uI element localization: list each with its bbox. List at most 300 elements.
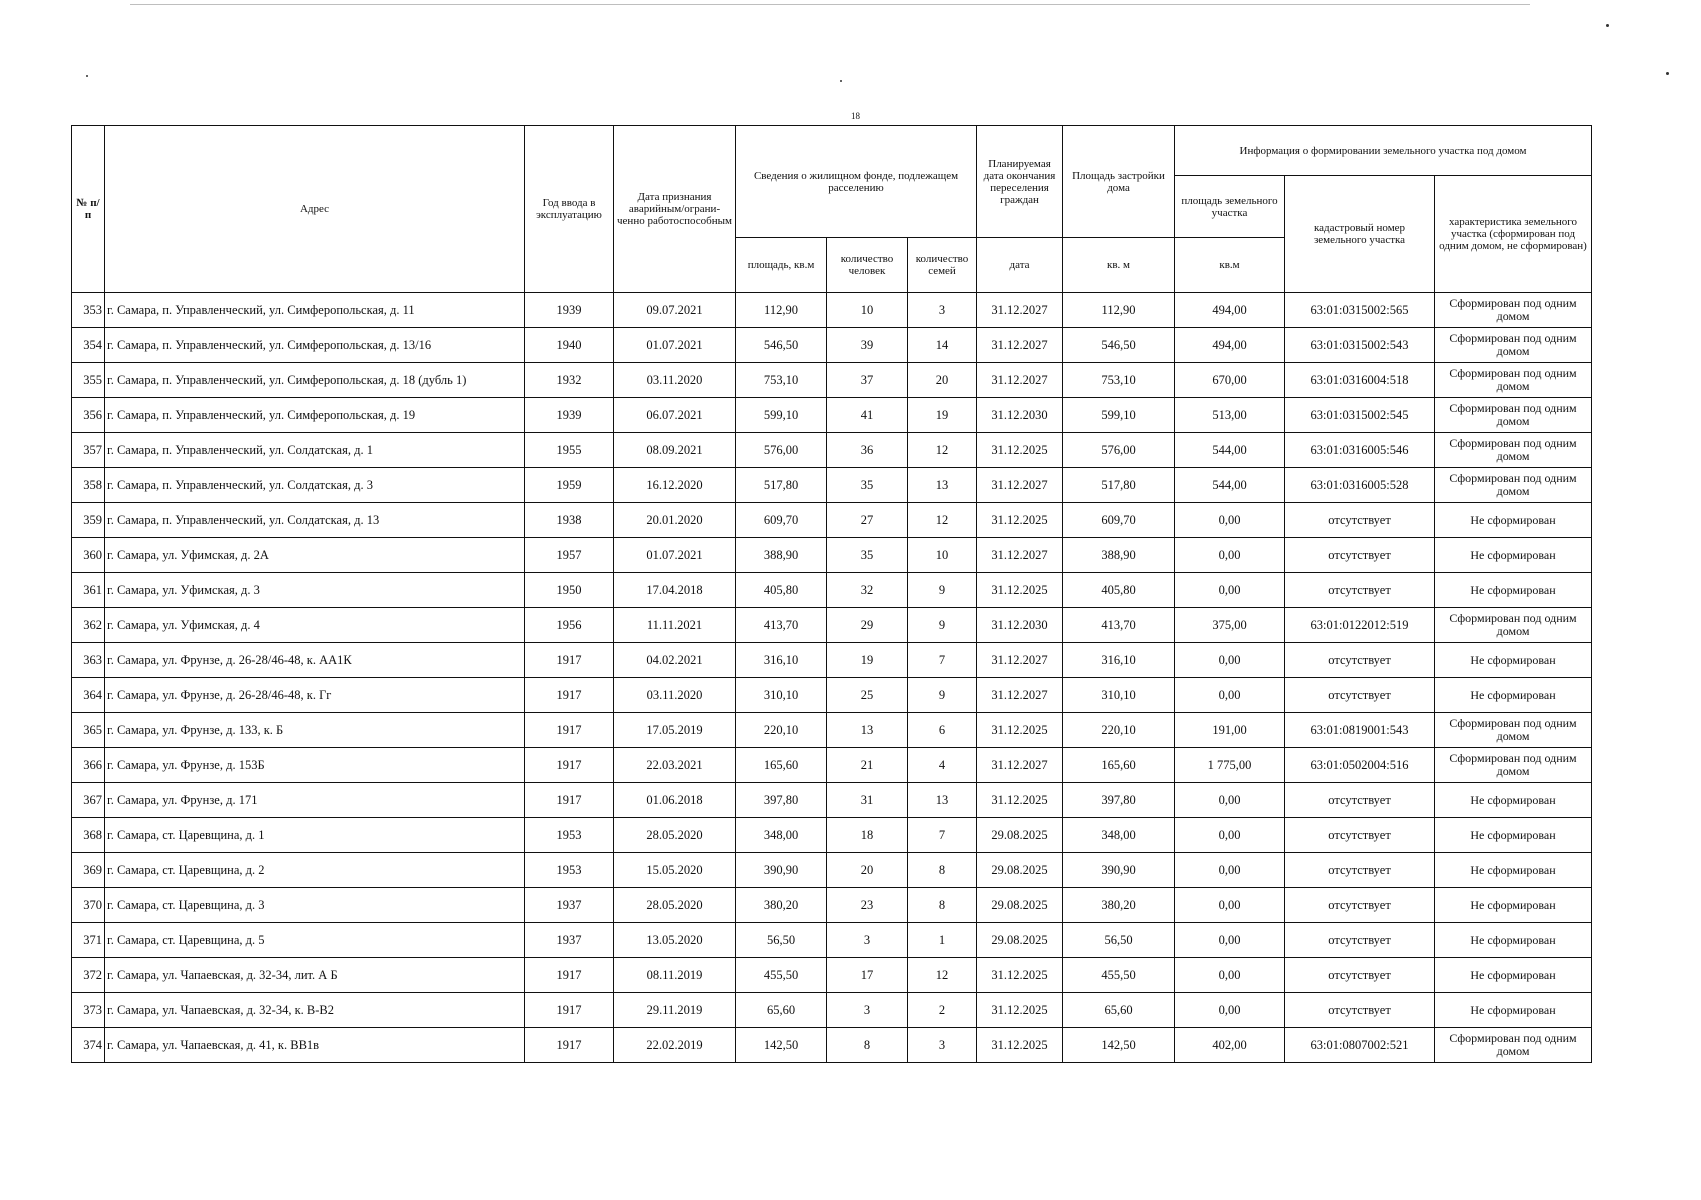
row-families: 12 <box>908 433 977 468</box>
row-characteristic: Сформирован под одним домом <box>1435 398 1592 433</box>
row-planned-date: 31.12.2027 <box>977 678 1063 713</box>
table-row <box>72 713 1592 748</box>
row-planned-date: 31.12.2027 <box>977 748 1063 783</box>
row-people: 20 <box>827 853 908 888</box>
row-address: г. Самара, ул. Фрунзе, д. 26-28/46-48, к. АА1К <box>105 643 525 678</box>
table-row <box>72 398 1592 433</box>
row-characteristic: Сформирован под одним домом <box>1435 363 1592 398</box>
row-land-area: 0,00 <box>1175 818 1285 853</box>
scan-top-line <box>130 4 1530 5</box>
row-cadastral: отсутствует <box>1285 538 1435 573</box>
row-date-recognition: 01.07.2021 <box>614 538 736 573</box>
row-built-area: 517,80 <box>1063 468 1175 503</box>
row-people: 39 <box>827 328 908 363</box>
row-built-area: 220,10 <box>1063 713 1175 748</box>
row-built-area: 380,20 <box>1063 888 1175 923</box>
row-date-recognition: 08.09.2021 <box>614 433 736 468</box>
row-families: 6 <box>908 713 977 748</box>
row-date-recognition: 11.11.2021 <box>614 608 736 643</box>
row-year: 1917 <box>525 993 614 1028</box>
row-number: 354 <box>72 328 105 363</box>
row-planned-date: 31.12.2027 <box>977 293 1063 328</box>
row-built-area: 576,00 <box>1063 433 1175 468</box>
row-area: 142,50 <box>736 1028 827 1063</box>
row-people: 3 <box>827 923 908 958</box>
row-date-recognition: 15.05.2020 <box>614 853 736 888</box>
header-address: Адрес <box>105 126 525 293</box>
row-planned-date: 31.12.2030 <box>977 398 1063 433</box>
row-cadastral: 63:01:0122012:519 <box>1285 608 1435 643</box>
row-characteristic: Не сформирован <box>1435 538 1592 573</box>
table-row <box>72 923 1592 958</box>
row-area: 609,70 <box>736 503 827 538</box>
row-built-area: 348,00 <box>1063 818 1175 853</box>
page-number: 18 <box>851 111 860 121</box>
row-date-recognition: 17.05.2019 <box>614 713 736 748</box>
row-families: 9 <box>908 573 977 608</box>
row-address: г. Самара, ул. Уфимская, д. 2А <box>105 538 525 573</box>
row-year: 1959 <box>525 468 614 503</box>
row-characteristic: Не сформирован <box>1435 503 1592 538</box>
row-year: 1917 <box>525 748 614 783</box>
row-area: 455,50 <box>736 958 827 993</box>
row-date-recognition: 01.07.2021 <box>614 328 736 363</box>
row-land-area: 513,00 <box>1175 398 1285 433</box>
row-address: г. Самара, ул. Чапаевская, д. 41, к. ВВ1в <box>105 1028 525 1063</box>
row-land-area: 494,00 <box>1175 293 1285 328</box>
row-characteristic: Сформирован под одним домом <box>1435 468 1592 503</box>
row-area: 413,70 <box>736 608 827 643</box>
table-row <box>72 573 1592 608</box>
table-row <box>72 888 1592 923</box>
row-characteristic: Не сформирован <box>1435 643 1592 678</box>
header-date-recognition: Дата признания аварийным/ограни-ченно работоспособным <box>614 126 736 293</box>
row-land-area: 0,00 <box>1175 643 1285 678</box>
row-families: 20 <box>908 363 977 398</box>
header-num: № п/п <box>72 126 105 293</box>
row-number: 370 <box>72 888 105 923</box>
row-people: 8 <box>827 1028 908 1063</box>
row-people: 41 <box>827 398 908 433</box>
row-area: 546,50 <box>736 328 827 363</box>
scan-speck <box>86 75 88 77</box>
row-characteristic: Сформирован под одним домом <box>1435 1028 1592 1063</box>
row-address: г. Самара, ул. Фрунзе, д. 26-28/46-48, к. Гг <box>105 678 525 713</box>
row-families: 2 <box>908 993 977 1028</box>
row-planned-date: 29.08.2025 <box>977 888 1063 923</box>
table-row <box>72 818 1592 853</box>
row-built-area: 65,60 <box>1063 993 1175 1028</box>
row-address: г. Самара, ул. Чапаевская, д. 32-34, к. В-В2 <box>105 993 525 1028</box>
row-number: 373 <box>72 993 105 1028</box>
row-cadastral: 63:01:0819001:543 <box>1285 713 1435 748</box>
row-number: 355 <box>72 363 105 398</box>
row-people: 32 <box>827 573 908 608</box>
header-families: количество семей <box>908 238 977 293</box>
row-area: 220,10 <box>736 713 827 748</box>
row-address: г. Самара, п. Управленческий, ул. Солдатская, д. 1 <box>105 433 525 468</box>
row-address: г. Самара, ул. Фрунзе, д. 171 <box>105 783 525 818</box>
row-year: 1957 <box>525 538 614 573</box>
row-number: 363 <box>72 643 105 678</box>
row-land-area: 0,00 <box>1175 503 1285 538</box>
row-people: 10 <box>827 293 908 328</box>
row-date-recognition: 22.02.2019 <box>614 1028 736 1063</box>
row-date-recognition: 16.12.2020 <box>614 468 736 503</box>
row-people: 29 <box>827 608 908 643</box>
row-cadastral: 63:01:0316005:546 <box>1285 433 1435 468</box>
row-built-area: 142,50 <box>1063 1028 1175 1063</box>
row-planned-date: 31.12.2027 <box>977 363 1063 398</box>
header-built-area-unit: кв. м <box>1063 238 1175 293</box>
row-area: 316,10 <box>736 643 827 678</box>
row-land-area: 544,00 <box>1175 468 1285 503</box>
row-planned-date: 31.12.2025 <box>977 573 1063 608</box>
row-number: 358 <box>72 468 105 503</box>
row-built-area: 413,70 <box>1063 608 1175 643</box>
row-built-area: 753,10 <box>1063 363 1175 398</box>
row-land-area: 0,00 <box>1175 958 1285 993</box>
row-land-area: 494,00 <box>1175 328 1285 363</box>
row-cadastral: отсутствует <box>1285 958 1435 993</box>
row-address: г. Самара, ул. Уфимская, д. 4 <box>105 608 525 643</box>
row-planned-date: 31.12.2025 <box>977 958 1063 993</box>
row-families: 9 <box>908 608 977 643</box>
row-people: 35 <box>827 538 908 573</box>
row-cadastral: отсутствует <box>1285 573 1435 608</box>
table-row <box>72 993 1592 1028</box>
row-cadastral: 63:01:0315002:545 <box>1285 398 1435 433</box>
row-year: 1917 <box>525 713 614 748</box>
row-planned-date: 31.12.2027 <box>977 538 1063 573</box>
row-people: 13 <box>827 713 908 748</box>
row-area: 753,10 <box>736 363 827 398</box>
row-year: 1917 <box>525 643 614 678</box>
row-land-area: 402,00 <box>1175 1028 1285 1063</box>
row-address: г. Самара, ул. Фрунзе, д. 153Б <box>105 748 525 783</box>
row-families: 7 <box>908 818 977 853</box>
row-address: г. Самара, п. Управленческий, ул. Солдатская, д. 3 <box>105 468 525 503</box>
row-number: 359 <box>72 503 105 538</box>
row-number: 364 <box>72 678 105 713</box>
row-area: 310,10 <box>736 678 827 713</box>
row-land-area: 0,00 <box>1175 923 1285 958</box>
row-land-area: 0,00 <box>1175 853 1285 888</box>
header-land-area-unit: кв.м <box>1175 238 1285 293</box>
row-area: 405,80 <box>736 573 827 608</box>
row-cadastral: 63:01:0316005:528 <box>1285 468 1435 503</box>
header-land-group: Информация о формировании земельного участка под домом <box>1175 126 1592 176</box>
row-date-recognition: 04.02.2021 <box>614 643 736 678</box>
row-planned-date: 29.08.2025 <box>977 818 1063 853</box>
row-planned-date: 29.08.2025 <box>977 853 1063 888</box>
housing-table <box>71 125 1592 1063</box>
row-address: г. Самара, п. Управленческий, ул. Симферопольская, д. 19 <box>105 398 525 433</box>
table-row <box>72 538 1592 573</box>
header-housing-group: Сведения о жилищном фонде, подлежащем расселению <box>736 126 977 238</box>
row-people: 25 <box>827 678 908 713</box>
row-families: 13 <box>908 783 977 818</box>
row-built-area: 397,80 <box>1063 783 1175 818</box>
row-address: г. Самара, ст. Царевщина, д. 5 <box>105 923 525 958</box>
table-row <box>72 433 1592 468</box>
row-planned-date: 31.12.2025 <box>977 783 1063 818</box>
row-number: 356 <box>72 398 105 433</box>
scan-speck <box>840 80 842 82</box>
row-cadastral: 63:01:0315002:543 <box>1285 328 1435 363</box>
row-address: г. Самара, п. Управленческий, ул. Солдатская, д. 13 <box>105 503 525 538</box>
row-year: 1917 <box>525 1028 614 1063</box>
row-people: 37 <box>827 363 908 398</box>
row-people: 18 <box>827 818 908 853</box>
row-land-area: 544,00 <box>1175 433 1285 468</box>
row-built-area: 165,60 <box>1063 748 1175 783</box>
row-families: 14 <box>908 328 977 363</box>
row-planned-date: 31.12.2025 <box>977 1028 1063 1063</box>
header-planned: Планируемая дата окончания переселения граждан <box>977 126 1063 238</box>
row-area: 165,60 <box>736 748 827 783</box>
row-characteristic: Сформирован под одним домом <box>1435 433 1592 468</box>
row-built-area: 388,90 <box>1063 538 1175 573</box>
table-row <box>72 293 1592 328</box>
row-year: 1917 <box>525 958 614 993</box>
header-characteristic: характеристика земельного участка (сформирован под одним домом, не сформирован) <box>1435 176 1592 293</box>
row-year: 1953 <box>525 853 614 888</box>
row-year: 1917 <box>525 678 614 713</box>
row-characteristic: Не сформирован <box>1435 783 1592 818</box>
row-area: 388,90 <box>736 538 827 573</box>
row-address: г. Самара, ст. Царевщина, д. 2 <box>105 853 525 888</box>
table-row <box>72 1028 1592 1063</box>
row-land-area: 1 775,00 <box>1175 748 1285 783</box>
row-address: г. Самара, п. Управленческий, ул. Симферопольская, д. 11 <box>105 293 525 328</box>
row-characteristic: Сформирован под одним домом <box>1435 608 1592 643</box>
row-families: 3 <box>908 1028 977 1063</box>
row-year: 1956 <box>525 608 614 643</box>
row-number: 362 <box>72 608 105 643</box>
row-built-area: 112,90 <box>1063 293 1175 328</box>
table-row <box>72 503 1592 538</box>
row-area: 380,20 <box>736 888 827 923</box>
row-number: 369 <box>72 853 105 888</box>
row-area: 65,60 <box>736 993 827 1028</box>
row-cadastral: отсутствует <box>1285 818 1435 853</box>
row-address: г. Самара, ул. Чапаевская, д. 32-34, лит. А Б <box>105 958 525 993</box>
row-date-recognition: 22.03.2021 <box>614 748 736 783</box>
row-families: 1 <box>908 923 977 958</box>
table-row <box>72 783 1592 818</box>
row-year: 1937 <box>525 923 614 958</box>
row-date-recognition: 01.06.2018 <box>614 783 736 818</box>
row-cadastral: 63:01:0316004:518 <box>1285 363 1435 398</box>
row-address: г. Самара, ст. Царевщина, д. 3 <box>105 888 525 923</box>
row-address: г. Самара, ул. Уфимская, д. 3 <box>105 573 525 608</box>
row-land-area: 375,00 <box>1175 608 1285 643</box>
row-people: 36 <box>827 433 908 468</box>
header-people: количество человек <box>827 238 908 293</box>
row-families: 8 <box>908 888 977 923</box>
row-number: 374 <box>72 1028 105 1063</box>
table-row <box>72 468 1592 503</box>
row-area: 599,10 <box>736 398 827 433</box>
row-area: 517,80 <box>736 468 827 503</box>
row-land-area: 0,00 <box>1175 538 1285 573</box>
row-families: 12 <box>908 958 977 993</box>
table-row <box>72 958 1592 993</box>
row-families: 9 <box>908 678 977 713</box>
row-date-recognition: 17.04.2018 <box>614 573 736 608</box>
row-planned-date: 31.12.2025 <box>977 503 1063 538</box>
header-year: Год ввода в эксплуатацию <box>525 126 614 293</box>
row-area: 397,80 <box>736 783 827 818</box>
row-date-recognition: 29.11.2019 <box>614 993 736 1028</box>
scan-speck <box>1666 72 1669 75</box>
row-built-area: 316,10 <box>1063 643 1175 678</box>
row-people: 31 <box>827 783 908 818</box>
row-planned-date: 31.12.2025 <box>977 433 1063 468</box>
row-built-area: 609,70 <box>1063 503 1175 538</box>
row-built-area: 546,50 <box>1063 328 1175 363</box>
row-year: 1955 <box>525 433 614 468</box>
row-year: 1917 <box>525 783 614 818</box>
row-built-area: 56,50 <box>1063 923 1175 958</box>
row-date-recognition: 20.01.2020 <box>614 503 736 538</box>
table-row <box>72 608 1592 643</box>
row-people: 21 <box>827 748 908 783</box>
row-area: 576,00 <box>736 433 827 468</box>
row-families: 7 <box>908 643 977 678</box>
row-planned-date: 29.08.2025 <box>977 923 1063 958</box>
row-planned-date: 31.12.2025 <box>977 993 1063 1028</box>
row-people: 27 <box>827 503 908 538</box>
row-date-recognition: 03.11.2020 <box>614 363 736 398</box>
header-built-area: Площадь застройки дома <box>1063 126 1175 238</box>
row-year: 1950 <box>525 573 614 608</box>
row-year: 1953 <box>525 818 614 853</box>
row-planned-date: 31.12.2025 <box>977 713 1063 748</box>
row-cadastral: отсутствует <box>1285 853 1435 888</box>
row-planned-date: 31.12.2027 <box>977 643 1063 678</box>
row-area: 390,90 <box>736 853 827 888</box>
table-row <box>72 328 1592 363</box>
row-people: 23 <box>827 888 908 923</box>
row-area: 112,90 <box>736 293 827 328</box>
row-number: 366 <box>72 748 105 783</box>
row-year: 1938 <box>525 503 614 538</box>
row-characteristic: Не сформирован <box>1435 818 1592 853</box>
row-cadastral: 63:01:0315002:565 <box>1285 293 1435 328</box>
row-number: 357 <box>72 433 105 468</box>
row-number: 368 <box>72 818 105 853</box>
row-number: 372 <box>72 958 105 993</box>
row-cadastral: 63:01:0807002:521 <box>1285 1028 1435 1063</box>
row-people: 3 <box>827 993 908 1028</box>
header-land-area: площадь земельного участка <box>1175 176 1285 238</box>
row-number: 360 <box>72 538 105 573</box>
table-row <box>72 748 1592 783</box>
row-year: 1939 <box>525 293 614 328</box>
row-planned-date: 31.12.2030 <box>977 608 1063 643</box>
row-characteristic: Не сформирован <box>1435 853 1592 888</box>
row-cadastral: отсутствует <box>1285 993 1435 1028</box>
row-date-recognition: 28.05.2020 <box>614 818 736 853</box>
row-characteristic: Сформирован под одним домом <box>1435 713 1592 748</box>
row-families: 13 <box>908 468 977 503</box>
row-characteristic: Не сформирован <box>1435 958 1592 993</box>
row-year: 1932 <box>525 363 614 398</box>
table-body <box>72 293 1592 1063</box>
row-address: г. Самара, ст. Царевщина, д. 1 <box>105 818 525 853</box>
row-built-area: 405,80 <box>1063 573 1175 608</box>
table-row <box>72 643 1592 678</box>
row-number: 353 <box>72 293 105 328</box>
row-characteristic: Не сформирован <box>1435 888 1592 923</box>
row-cadastral: отсутствует <box>1285 678 1435 713</box>
row-characteristic: Не сформирован <box>1435 573 1592 608</box>
row-date-recognition: 06.07.2021 <box>614 398 736 433</box>
row-year: 1939 <box>525 398 614 433</box>
row-planned-date: 31.12.2027 <box>977 468 1063 503</box>
row-land-area: 0,00 <box>1175 993 1285 1028</box>
header-area: площадь, кв.м <box>736 238 827 293</box>
row-area: 56,50 <box>736 923 827 958</box>
row-families: 12 <box>908 503 977 538</box>
table-row <box>72 678 1592 713</box>
row-cadastral: отсутствует <box>1285 888 1435 923</box>
header-cadastral: кадастровый номер земельного участка <box>1285 176 1435 293</box>
row-land-area: 0,00 <box>1175 678 1285 713</box>
row-number: 361 <box>72 573 105 608</box>
row-date-recognition: 08.11.2019 <box>614 958 736 993</box>
row-people: 35 <box>827 468 908 503</box>
header-planned-unit: дата <box>977 238 1063 293</box>
row-year: 1937 <box>525 888 614 923</box>
row-date-recognition: 13.05.2020 <box>614 923 736 958</box>
row-number: 365 <box>72 713 105 748</box>
row-built-area: 455,50 <box>1063 958 1175 993</box>
row-built-area: 310,10 <box>1063 678 1175 713</box>
row-planned-date: 31.12.2027 <box>977 328 1063 363</box>
row-land-area: 0,00 <box>1175 783 1285 818</box>
row-address: г. Самара, п. Управленческий, ул. Симферопольская, д. 18 (дубль 1) <box>105 363 525 398</box>
row-people: 19 <box>827 643 908 678</box>
row-families: 4 <box>908 748 977 783</box>
row-cadastral: отсутствует <box>1285 783 1435 818</box>
row-built-area: 599,10 <box>1063 398 1175 433</box>
scan-speck <box>1606 24 1609 27</box>
row-cadastral: 63:01:0502004:516 <box>1285 748 1435 783</box>
row-date-recognition: 09.07.2021 <box>614 293 736 328</box>
row-families: 3 <box>908 293 977 328</box>
row-land-area: 670,00 <box>1175 363 1285 398</box>
table-row <box>72 853 1592 888</box>
row-cadastral: отсутствует <box>1285 503 1435 538</box>
row-land-area: 191,00 <box>1175 713 1285 748</box>
row-land-area: 0,00 <box>1175 573 1285 608</box>
row-characteristic: Не сформирован <box>1435 923 1592 958</box>
row-characteristic: Сформирован под одним домом <box>1435 328 1592 363</box>
row-people: 17 <box>827 958 908 993</box>
row-families: 8 <box>908 853 977 888</box>
row-characteristic: Не сформирован <box>1435 678 1592 713</box>
row-cadastral: отсутствует <box>1285 643 1435 678</box>
row-date-recognition: 03.11.2020 <box>614 678 736 713</box>
row-characteristic: Сформирован под одним домом <box>1435 293 1592 328</box>
row-land-area: 0,00 <box>1175 888 1285 923</box>
row-cadastral: отсутствует <box>1285 923 1435 958</box>
row-number: 367 <box>72 783 105 818</box>
row-families: 19 <box>908 398 977 433</box>
